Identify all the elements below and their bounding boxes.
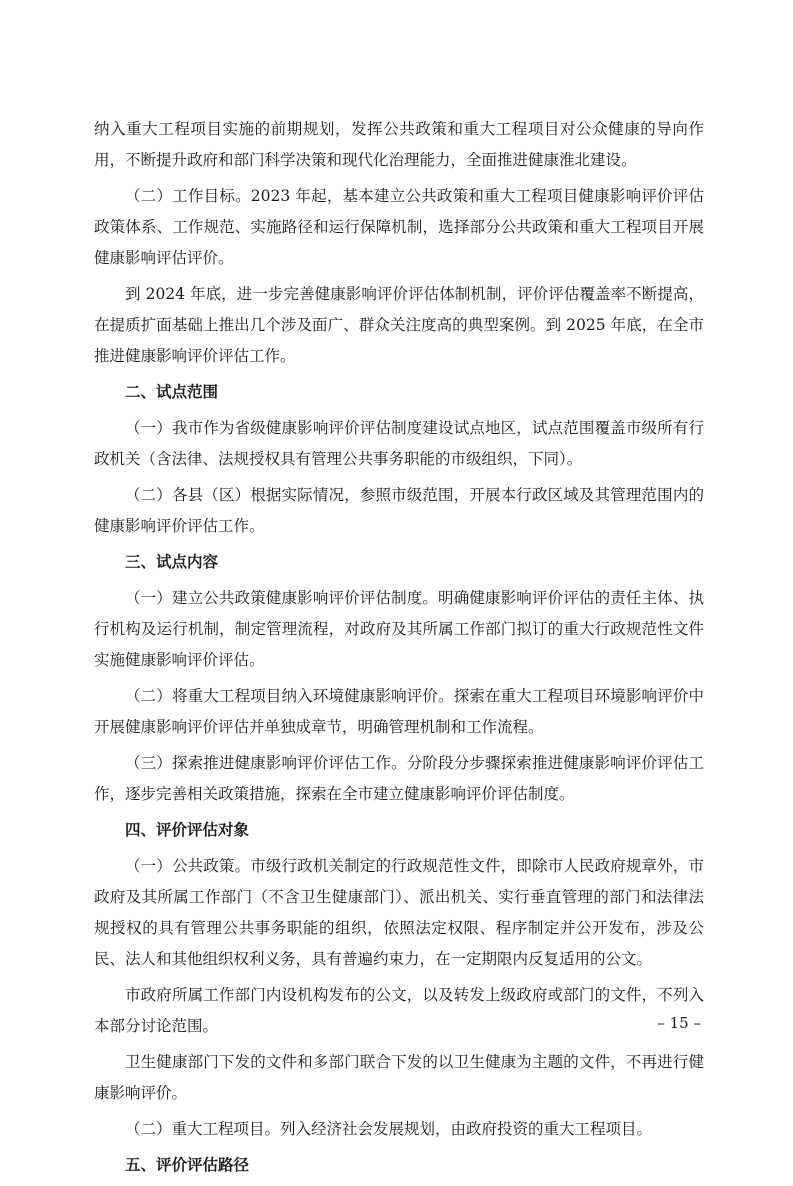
body-paragraph: （一）我市作为省级健康影响评价评估制度建设试点地区，试点范围覆盖市级所有行政机关（含法律、法规授权具有管理公共事务职能的市级组织，下同）。 <box>94 419 704 468</box>
body-paragraph: （一）公共政策。市级行政机关制定的行政规范性文件，即除市人民政府规章外，市政府及其所属工作部门（不含卫生健康部门）、派出机关、实行垂直管理的部门和法律法规授权的具有管理公共事务职能的组织，依照法定权限、程序制定并公开发布，涉及公民、法人和其他组织权利义务，具有普遍约束力，在一定期限内反复适用的公文。 <box>94 857 704 968</box>
section-heading: 四、评价评估对象 <box>125 821 250 839</box>
section-heading: 五、评价评估路径 <box>125 1156 250 1174</box>
body-paragraph: （一）建立公共政策健康影响评价评估制度。明确健康影响评价评估的责任主体、执行机构及运行机制，制定管理流程，对政府及其所属工作部门拟订的重大行政规范性文件实施健康影响评价评估。 <box>94 589 704 669</box>
body-paragraph: （二）重大工程项目。列入经济社会发展规划，由政府投资的重大工程项目。 <box>125 1120 653 1138</box>
body-paragraph: 卫生健康部门下发的文件和多部门联合下发的以卫生健康为主题的文件，不再进行健康影响评价。 <box>94 1053 704 1102</box>
body-paragraph: （二）工作目标。2023 年起，基本建立公共政策和重大工程项目健康影响评价评估政策体系、工作规范、实施路径和运行保障机制，选择部分公共政策和重大工程项目开展健康影响评估评价。 <box>94 187 704 267</box>
body-paragraph: （二）将重大工程项目纳入环境健康影响评价。探索在重大工程项目环境影响评价中开展健康影响评价评估并单独成章节，明确管理机制和工作流程。 <box>94 687 704 736</box>
body-paragraph: 市政府所属工作部门内设机构发布的公文，以及转发上级政府或部门的文件，不列入本部分讨论范围。 <box>94 986 704 1035</box>
section-heading: 三、试点内容 <box>125 553 219 571</box>
body-paragraph: 到 2024 年底，进一步完善健康影响评价评估体制机制，评价评估覆盖率不断提高，在提质扩面基础上推出几个涉及面广、群众关注度高的典型案例。到 2025 年底，在全市推进健康影响评价评估工作。 <box>94 285 704 365</box>
body-paragraph: （二）各县（区）根据实际情况，参照市级范围，开展本行政区域及其管理范围内的健康影响评价评估工作。 <box>94 486 704 535</box>
page-number: – 15 – <box>657 1014 701 1032</box>
body-paragraph: （三）探索推进健康影响评价评估工作。分阶段分步骤探索推进健康影响评价评估工作，逐步完善相关政策措施，探索在全市建立健康影响评价评估制度。 <box>94 754 704 803</box>
body-paragraph: 纳入重大工程项目实施的前期规划，发挥公共政策和重大工程项目对公众健康的导向作用，不断提升政府和部门科学决策和现代化治理能力，全面推进健康淮北建设。 <box>94 120 704 169</box>
document-body <box>94 114 704 1186</box>
section-heading: 二、试点范围 <box>125 383 219 401</box>
